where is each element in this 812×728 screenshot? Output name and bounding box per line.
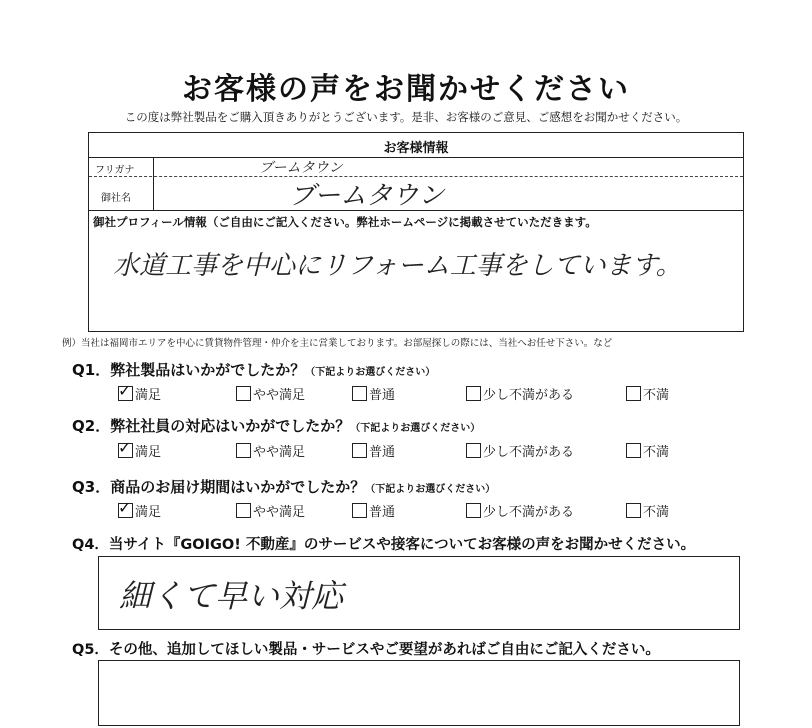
checkbox-icon[interactable] (626, 386, 641, 401)
q1-note: （下記よりお選びください） (305, 367, 436, 378)
q3-option-2[interactable]: やや満足 (236, 501, 305, 520)
q3-option-5[interactable]: 不満 (626, 501, 669, 520)
q2-question (72, 415, 480, 436)
q1-option-3[interactable]: 普通 (352, 384, 395, 403)
q3-option-3[interactable]: 普通 (352, 501, 395, 520)
furigana-label: フリガナ (95, 165, 135, 176)
profile-value: 水道工事を中心にリフォーム工事をしています。 (113, 251, 682, 281)
q3-question (72, 476, 495, 497)
checkbox-icon[interactable] (352, 443, 367, 458)
customer-info-header: お客様情報 (383, 141, 449, 156)
q1-text: Q1．弊社製品はいかがでしたか？ (72, 361, 306, 379)
q2-text: Q2．弊社社員の対応はいかがでしたか？ (72, 417, 351, 435)
profile-example: 例）当社は福岡市エリアを中心に賃貸物件管理・仲介を主に営業しております。お部屋探しの際には、当社へお任せ下さい。など (62, 338, 613, 349)
q1-option-4[interactable]: 少し不満がある (466, 384, 574, 403)
q2-option-5[interactable]: 不満 (626, 441, 669, 460)
q4-question: Q4．当サイト『GOIGO! 不動産』のサービスや接客についてお客様の声をお聞かせください。 (72, 537, 696, 553)
q1-question (72, 359, 435, 380)
page-subtitle: この度は弊社製品をご購入頂きありがとうございます。是非、お客様のご意見、ご感想をお聞かせください。 (124, 110, 688, 124)
q4-answer-box[interactable] (98, 556, 740, 630)
checkbox-checked-icon[interactable] (118, 503, 133, 518)
checkbox-checked-icon[interactable] (118, 443, 133, 458)
company-name-value: ブームタウン (289, 181, 445, 211)
q5-question: Q5．その他、追加してほしい製品・サービスやご要望があればご自由にご記入ください。 (72, 642, 660, 658)
q1-option-1[interactable]: ✓ 満足 (118, 384, 161, 403)
profile-label: 御社プロフィール情報（ご自由にご記入ください。弊社ホームページに掲載させていただきます。 (93, 215, 597, 229)
page-title: お客様の声をお聞かせください (182, 72, 630, 107)
q1-option-5[interactable]: 不満 (626, 384, 669, 403)
checkbox-icon[interactable] (626, 443, 641, 458)
furigana-value: ブームタウン (259, 160, 343, 176)
q4-answer: 細くて早い対応 (119, 577, 344, 615)
q3-text: Q3．商品のお届け期間はいかがでしたか？ (72, 478, 366, 496)
q1-option-2[interactable]: やや満足 (236, 384, 305, 403)
checkbox-icon[interactable] (466, 386, 481, 401)
q2-option-4[interactable]: 少し不満がある (466, 441, 574, 460)
checkbox-icon[interactable] (236, 443, 251, 458)
q2-option-3[interactable]: 普通 (352, 441, 395, 460)
checkbox-icon[interactable] (352, 386, 367, 401)
q3-note: （下記よりお選びください） (365, 484, 496, 495)
customer-info-table (88, 132, 744, 332)
checkbox-icon[interactable] (466, 443, 481, 458)
q2-note: （下記よりお選びください） (350, 423, 481, 434)
checkbox-icon[interactable] (466, 503, 481, 518)
q3-option-1[interactable]: ✓ 満足 (118, 501, 161, 520)
checkbox-icon[interactable] (236, 503, 251, 518)
checkbox-checked-icon[interactable] (118, 386, 133, 401)
checkbox-icon[interactable] (236, 386, 251, 401)
checkbox-icon[interactable] (626, 503, 641, 518)
q2-option-1[interactable]: ✓ 満足 (118, 441, 161, 460)
checkbox-icon[interactable] (352, 503, 367, 518)
q2-option-2[interactable]: やや満足 (236, 441, 305, 460)
q3-option-4[interactable]: 少し不満がある (466, 501, 574, 520)
q5-answer-box[interactable] (98, 660, 740, 726)
company-name-label: 御社名 (101, 193, 131, 204)
